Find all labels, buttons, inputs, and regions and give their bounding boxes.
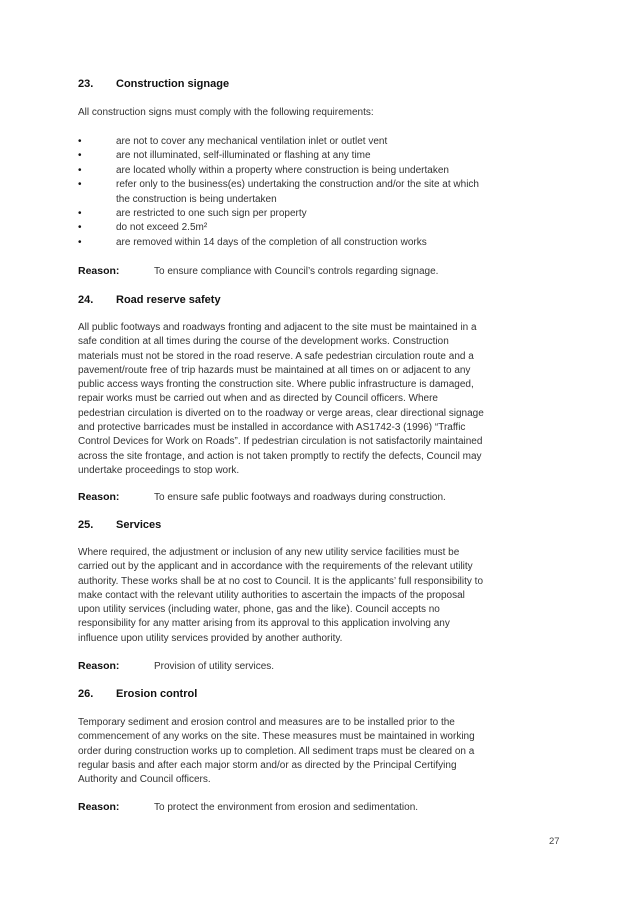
bullet-icon: • xyxy=(78,222,82,234)
reason-text: Provision of utility services. xyxy=(154,661,275,672)
section-number: 23. xyxy=(78,78,94,90)
list-item xyxy=(78,193,562,207)
list-item xyxy=(78,236,562,250)
list-item-text: are restricted to one such sign per property xyxy=(116,208,307,220)
list-item-text: are located wholly within a property where construction is being undertaken xyxy=(116,164,449,176)
paragraph-line: upon utility services (including water, phone, gas and the like). Council accepts no xyxy=(78,604,440,616)
reason-text: To ensure safe public footways and roadways during construction. xyxy=(154,492,446,503)
paragraph-line: repair works must be carried out when and as directed by Council officers. Where xyxy=(78,393,438,405)
section-intro xyxy=(78,106,562,120)
section-title: Erosion control xyxy=(116,688,198,700)
section-title: Road reserve safety xyxy=(116,294,221,306)
bullet-icon: • xyxy=(78,236,82,248)
section-heading-services xyxy=(78,519,161,531)
reason-text: To ensure compliance with Council’s controls regarding signage. xyxy=(154,266,439,277)
paragraph-line: materials must not be stored in the road reserve. A safe pedestrian circulation route and a xyxy=(78,350,474,362)
section-paragraph xyxy=(78,321,562,478)
paragraph-line: authority. These works shall be at no cost to Council. It is the applicants’ full responsibility to xyxy=(78,575,484,587)
reason-row xyxy=(78,660,274,672)
paragraph-line: safe condition at all times during the course of the development works. Construction xyxy=(78,336,449,348)
paragraph-line: All public footways and roadways fronting and adjacent to the site must be maintained in a xyxy=(78,322,477,333)
paragraph-line: Control Devices for Work on Roads”. If pedestrian circulation is not satisfactorily maintained xyxy=(78,436,483,448)
list-item xyxy=(78,164,562,178)
list-item-text: the construction is being undertaken xyxy=(116,193,277,205)
list-item-text: are not to cover any mechanical ventilation inlet or outlet vent xyxy=(116,136,388,147)
bullet-icon: • xyxy=(78,164,82,176)
paragraph-line: regular basis and after each major storm and/or as directed by the Principal Certifying xyxy=(78,759,457,771)
list-item xyxy=(78,135,562,149)
bullet-icon: • xyxy=(78,179,82,191)
list-item-text: refer only to the business(es) undertaking the construction and/or the site at which xyxy=(116,179,479,191)
paragraph-line: Authority and Council officers. xyxy=(78,774,211,786)
reason-row xyxy=(78,801,418,813)
requirements-list xyxy=(78,135,562,250)
section-number: 24. xyxy=(78,294,94,306)
section-title: Construction signage xyxy=(116,78,230,90)
paragraph-line: pedestrian circulation is diverted on to the roadway or verge areas, clear directional signage xyxy=(78,407,484,419)
section-paragraph xyxy=(78,546,562,646)
section-number: 25. xyxy=(78,519,94,531)
section-title: Services xyxy=(116,519,162,531)
paragraph-line: commencement of any works on the site. These measures must be maintained in working xyxy=(78,731,475,743)
reason-row xyxy=(78,265,438,277)
reason-row xyxy=(78,491,446,503)
bullet-icon: • xyxy=(78,150,82,162)
paragraph-line: carried out by the applicant and in accordance with the requirements of the relevant utility xyxy=(78,561,473,573)
reason-label: Reason: xyxy=(78,660,120,672)
section-paragraph xyxy=(78,716,562,787)
section-heading-erosion-control xyxy=(78,688,197,700)
paragraph-line: make contact with the relevant utility authorities to ascertain the impacts of the proposal xyxy=(78,589,465,601)
reason-text: To protect the environment from erosion and sedimentation. xyxy=(154,802,419,813)
paragraph-line: undertake proceedings to stop work. xyxy=(78,464,240,476)
reason-label: Reason: xyxy=(78,801,120,813)
paragraph-line: responsibility for any matter arising from its approval to this application involving any xyxy=(78,618,450,630)
list-item-text: do not exceed 2.5m² xyxy=(116,222,208,234)
paragraph-line: Where required, the adjustment or inclusion of any new utility service facilities must be xyxy=(78,547,460,558)
paragraph-line: influence upon utility services provided by another authority. xyxy=(78,632,343,644)
list-item xyxy=(78,221,562,235)
paragraph-line: across the site frontage, and action is not taken promptly to rectify the defects, Council may xyxy=(78,450,482,462)
list-item xyxy=(78,207,562,221)
paragraph-line: order during construction works up to completion. All sediment traps must be cleared on a xyxy=(78,745,475,757)
paragraph-line: and protective barricades must be installed in accordance with AS1742-3 (1996) “Traffic xyxy=(78,422,466,434)
section-heading-road-reserve-safety xyxy=(78,294,221,306)
reason-label: Reason: xyxy=(78,491,120,503)
reason-label: Reason: xyxy=(78,265,120,277)
bullet-icon: • xyxy=(78,208,82,220)
list-item xyxy=(78,178,562,192)
list-item-text: are not illuminated, self-illuminated or flashing at any time xyxy=(116,150,371,162)
list-item-text: are removed within 14 days of the completion of all construction works xyxy=(116,236,427,248)
paragraph-line: public access ways fronting the construction site. Where public infrastructure is damaged, xyxy=(78,379,474,391)
page-number: 27 xyxy=(549,836,560,847)
paragraph-line: Temporary sediment and erosion control and measures are to be installed prior to the xyxy=(78,717,455,728)
bullet-icon: • xyxy=(78,136,82,147)
section-number: 26. xyxy=(78,688,94,700)
section-heading-construction-signage xyxy=(78,78,229,90)
paragraph-line: pavement/route free of trip hazards must be maintained at all times on or adjacent to any xyxy=(78,364,471,376)
list-item xyxy=(78,149,562,163)
intro-text: All construction signs must comply with the following requirements: xyxy=(78,107,374,118)
